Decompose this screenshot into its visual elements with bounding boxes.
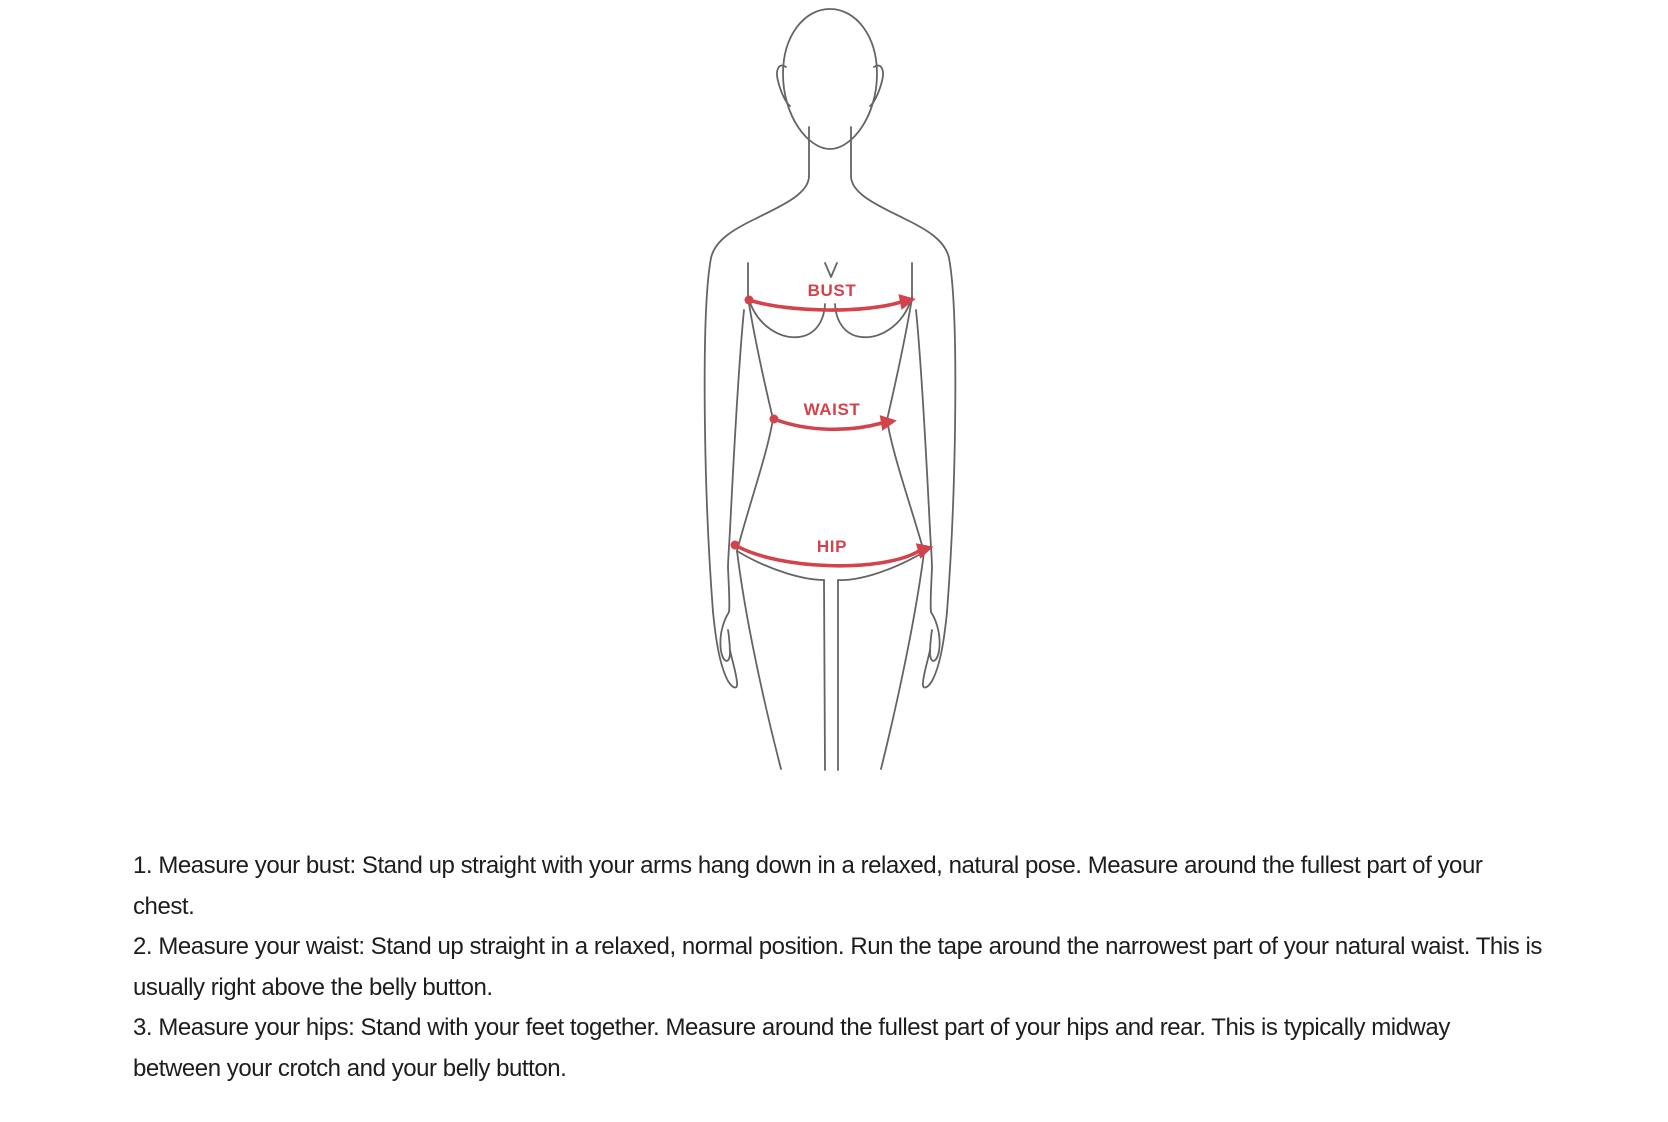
instruction-hips [133, 1008, 1543, 1089]
hip-label: HIP [816, 537, 848, 556]
left-shoulder-arm [705, 176, 809, 612]
right-shoulder-arm [851, 176, 955, 612]
instruction-number: 3. [133, 1014, 153, 1042]
body-measurement-diagram [600, 0, 1060, 800]
instruction-waist [133, 927, 1543, 1008]
instruction-number: 1. [133, 852, 153, 879]
inner-thigh-left [824, 580, 825, 770]
body-measurement-figure [600, 0, 1060, 800]
instruction-text: Measure your waist: Stand up straight in a relaxed, normal position. Run the tape around the narrowest part of your natural waist. This is usually right above the belly button. [133, 933, 1542, 1001]
instruction-text: Measure your hips: Stand with your feet together. Measure around the fullest part of your hips and rear. This is typically midway between your crotch and your belly button. [133, 1014, 1450, 1082]
figure-outline [705, 9, 956, 770]
instruction-number: 2. [133, 933, 153, 961]
head-outline [783, 9, 877, 149]
right-hand [923, 612, 947, 688]
right-hand-thumb [930, 568, 940, 661]
left-hand [713, 612, 737, 688]
waist-label: WAIST [803, 400, 861, 419]
instruction-text: Measure your bust: Stand up straight with your arms hang down in a relaxed, natural pose. Measure around the fullest part of your chest. [133, 852, 1483, 920]
right-inner-arm [916, 310, 932, 568]
bust-label: BUST [807, 281, 857, 300]
waist-measurement [770, 400, 899, 431]
left-inner-arm [728, 310, 744, 568]
waist-arrow-line [774, 419, 882, 429]
instruction-bust [133, 846, 1543, 927]
thigh-right [881, 552, 924, 769]
measurement-instructions [133, 846, 1543, 1090]
thigh-left [737, 551, 781, 769]
left-hand-thumb [720, 568, 730, 661]
cleavage-v [825, 263, 837, 277]
bust-measurement [745, 281, 918, 310]
